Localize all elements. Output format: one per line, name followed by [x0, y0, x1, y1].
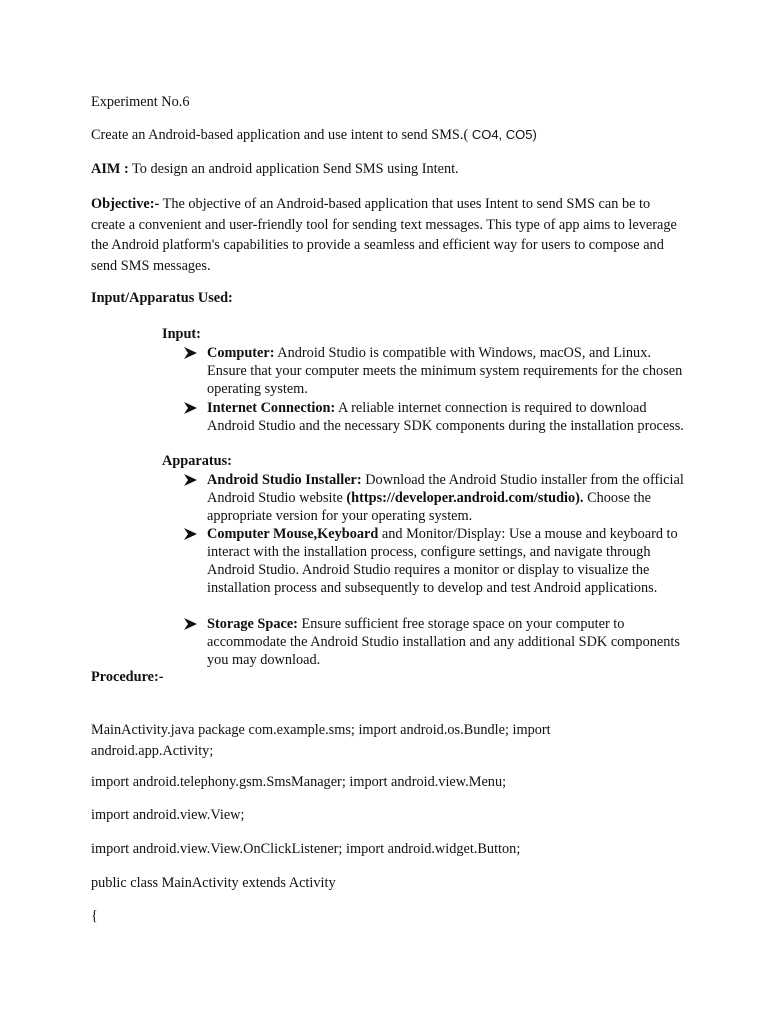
arrowhead-bullet-icon: [184, 618, 198, 630]
code-line: import android.view.View.OnClickListener; import android.widget.Button;: [91, 841, 521, 857]
input-item-internet: [207, 399, 687, 435]
arrowhead-bullet-icon: [184, 528, 198, 540]
objective-text: The objective of an Android-based application that uses Intent to send SMS can be to create a convenient and user-friendly tool for sending text messages. This type of app aims to leverage the Android platform's capabilities to provide a seamless and efficient way for users to compose and send SMS messages.: [91, 196, 677, 274]
experiment-title: Experiment No.6: [91, 94, 190, 110]
input-heading: Input:: [162, 326, 201, 342]
download-link[interactable]: (https://developer.android.com/studio).: [346, 490, 584, 506]
apparatus-item-text: and Monitor/Display: Use a mouse and keyboard to interact with the installation process, configure settings, and navigate through Android Studio. Android Studio requires a monitor or display to visualize the installation process and subsequently to develop and test Android applications.: [207, 526, 678, 596]
code-line: {: [91, 908, 98, 924]
input-item-text: Android Studio is compatible with Windows, macOS, and Linux. Ensure that your computer meets the minimum system requirements for the chosen operating system.: [207, 345, 683, 397]
apparatus-item-label: Android Studio Installer:: [207, 472, 362, 488]
objective-label: Objective:-: [91, 196, 160, 212]
input-apparatus-heading: Input/Apparatus Used:: [91, 290, 233, 306]
code-line: import android.view.View;: [91, 807, 245, 823]
apparatus-item-label: Computer Mouse,Keyboard: [207, 526, 379, 542]
apparatus-item-text: Download the Android Studio installer from the official Android Studio website: [207, 472, 684, 506]
code-line: MainActivity.java package com.example.sms; import android.os.Bundle; import android.app.Activity;: [91, 722, 551, 759]
input-item-computer: [207, 344, 687, 398]
input-item-label: Computer:: [207, 345, 275, 361]
aim-label: AIM :: [91, 161, 129, 177]
apparatus-item-tail: Choose the appropriate version for your operating system.: [207, 490, 652, 524]
apparatus-item-storage: [207, 615, 687, 669]
apparatus-item-peripherals: [207, 525, 687, 597]
arrowhead-bullet-icon: [184, 347, 198, 359]
task-text: Create an Android-based application and use intent to send SMS.(: [91, 127, 469, 143]
input-item-text: A reliable internet connection is required to download Android Studio and the necessary SDK components during the installation process.: [207, 400, 684, 434]
code-line: public class MainActivity extends Activity: [91, 875, 336, 891]
apparatus-heading: Apparatus:: [162, 453, 232, 469]
objective-paragraph: [91, 194, 681, 276]
aim-line: [91, 161, 691, 178]
apparatus-item-label: Storage Space:: [207, 616, 298, 632]
aim-text: To design an android application Send SMS using Intent.: [128, 161, 459, 177]
course-outcomes: CO4, CO5): [468, 127, 537, 142]
code-line: import android.telephony.gsm.SmsManager; import android.view.Menu;: [91, 774, 507, 790]
apparatus-item-installer: [207, 471, 687, 525]
input-item-label: Internet Connection:: [207, 400, 336, 416]
arrowhead-bullet-icon: [184, 402, 198, 414]
procedure-heading: Procedure:-: [91, 669, 164, 685]
task-statement: [91, 127, 691, 144]
apparatus-item-text: Ensure sufficient free storage space on your computer to accommodate the Android Studio installation and any additional SDK components you may download.: [207, 616, 680, 668]
arrowhead-bullet-icon: [184, 474, 198, 486]
